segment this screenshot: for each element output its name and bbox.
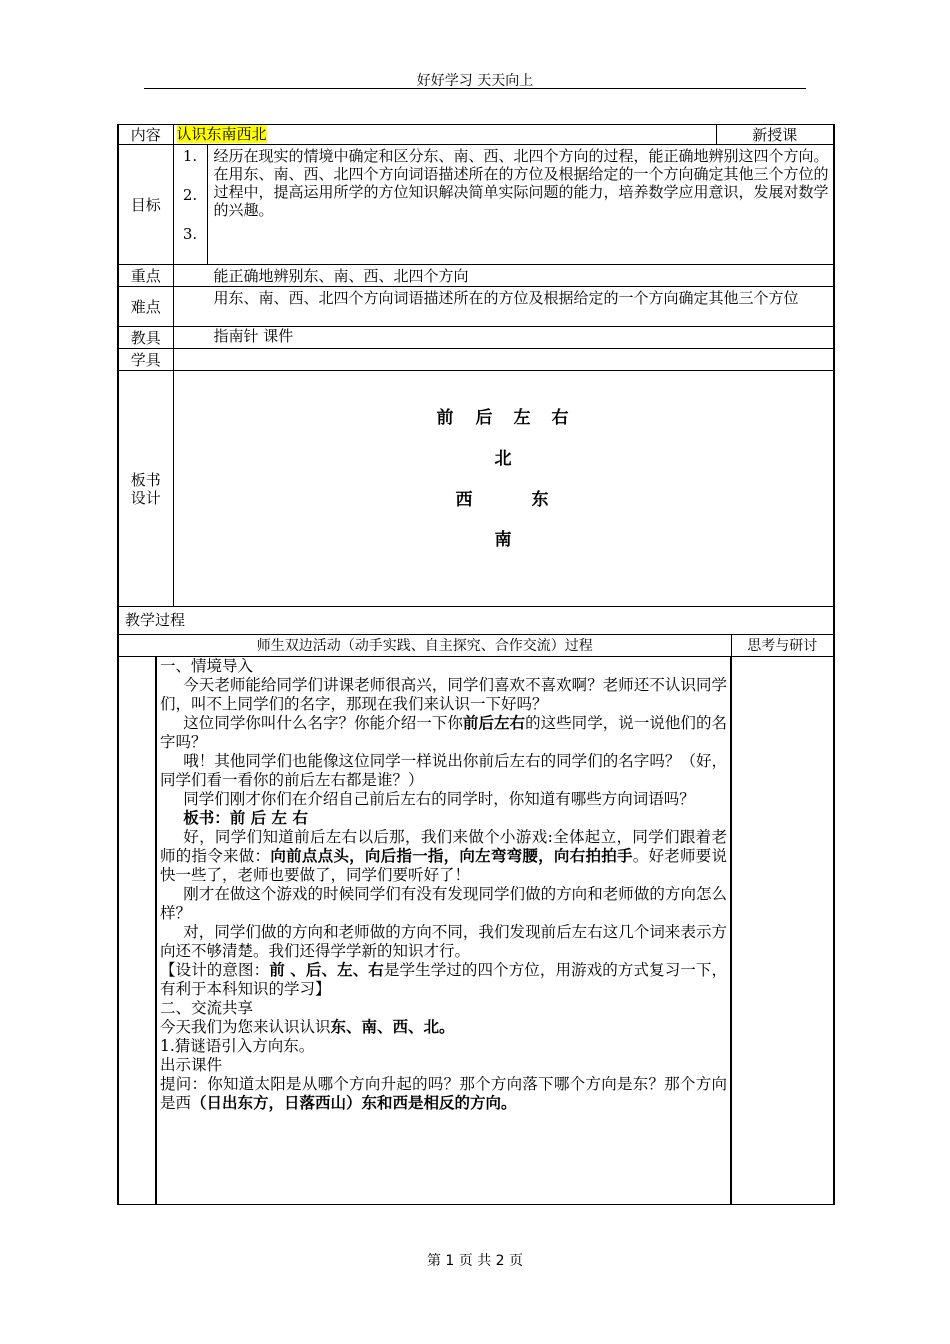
activity-header: 师生双边活动（动手实践、自主探究、合作交流）过程 [118,635,731,657]
goals-row [118,145,834,265]
paragraph: 好，同学们知道前后左右以后那，我们来做个小游戏:全体起立，同学们跟着老师的指令来做：向前点点头，向后指一指，向左弯弯腰，向右拍拍手。好老师要说快一些了，老师也要做了，同学们要听好了！ [160,828,728,884]
content-value: 认识东南西北 [176,125,267,143]
paragraph: 今天老师能给同学们讲课老师很高兴，同学们喜欢不喜欢啊？老师还不认识同学们，叫不上同学们的名字，那现在我们来认识一下好吗？ [160,676,728,713]
difficulty-label: 难点 [118,287,173,327]
difficulty-row [118,287,834,327]
paragraph: 今天我们为您来认识认识东、南、西、北。 [160,1018,455,1036]
lesson-type: 新授课 [716,125,834,145]
paragraph: 哦！其他同学们也能像这位同学一样说出你前后左右的同学们的名字吗？（好，同学们看一看你的前后左右都是谁？） [160,752,728,789]
board-north: 北 [494,449,512,469]
board-east: 东 [531,490,549,510]
board-left: 左 [513,408,531,428]
paragraph: 同学们刚才你们在介绍自己前后左右的同学时，你知道有哪些方向词语吗？ [183,790,695,808]
paragraph: 提问：你知道太阳是从哪个方向升起的吗？那个方向落下哪个方向是东？那个方向是西（日出东方，日落西山）东和西是相反的方向。 [160,1075,728,1112]
lesson-plan-table [117,124,835,1205]
paragraph: 1.猜谜语引入方向东。 [160,1037,315,1055]
goals-label: 目标 [118,145,173,265]
learning-tools-label: 学具 [118,349,173,371]
key-row [118,265,834,287]
section-title: 一、情境导入 [160,657,254,675]
process-title: 教学过程 [118,607,834,635]
goal-texts [207,145,834,265]
paragraph: 出示课件 [160,1056,223,1074]
paragraph: 刚才在做这个游戏的时候同学们有没有发现同学们做的方向和老师做的方向怎么样？ [160,885,728,922]
key-value: 能正确地辨别东、南、西、北四个方向 [173,265,834,287]
goal-number: 2. [182,186,198,204]
learning-tools-row [118,349,834,371]
section-title: 二、交流共享 [160,999,254,1017]
goal-number: 1. [182,147,198,165]
content-value-cell [173,125,716,145]
page-footer: 第 1 页 共 2 页 [426,1253,524,1269]
difficulty-value: 用东、南、西、北四个方向词语描述所在的方位及根据给定的一个方向确定其他三个方位 [173,287,834,327]
page-header: 好好学习 天天向上 [416,73,534,89]
board-right: 右 [551,408,569,428]
goal-text: 经历在现实的情境中确定和区分东、南、西、北四个方向的过程，能正确地辨别这四个方向。 [213,147,829,165]
board-front: 前 [436,408,454,428]
goal-numbers [173,145,207,265]
process-margin [118,657,156,1205]
content-label: 内容 [118,125,173,145]
goal-number: 3. [182,225,198,243]
process-title-row [118,607,834,635]
teaching-tools-value: 指南针 课件 [173,327,834,349]
design-intent: 【设计的意图：前 、后、左、右是学生学过的四个方位，用游戏的方式复习一下，有利于本科知识的学习】 [160,961,728,998]
reflect-content [731,657,834,1205]
process-header-row [118,635,834,657]
goal-text: 在用东、南、西、北四个方向词语描述所在的方位及根据给定的一个方向确定其他三个方位的过程中，提高运用所学的方位知识解决简单实际问题的能力，培养数学应用意识，发展对数学的兴趣。 [213,165,829,219]
reflect-header: 思考与研讨 [731,635,834,657]
content-row [118,125,834,145]
board-note: 板书：前 后 左 右 [183,809,308,827]
paragraph: 对，同学们做的方向和老师做的方向不同，我们发现前后左右这几个词来表示方向还不够清楚。我们还得学学新的知识才行。 [160,923,728,960]
process-body-row [118,657,834,1205]
process-content [156,657,731,1205]
board-back: 后 [475,408,493,428]
board-canvas [174,371,834,605]
teaching-tools-row [118,327,834,349]
key-label: 重点 [118,265,173,287]
board-label [118,371,173,607]
learning-tools-value [173,349,834,371]
paragraph: 这位同学你叫什么名字？你能介绍一下你前后左右的这些同学，说一说他们的名字吗？ [160,714,727,751]
board-row [118,371,834,607]
header-rule [144,88,806,89]
board-design [173,371,834,607]
board-west: 西 [455,490,473,510]
teaching-tools-label: 教具 [118,327,173,349]
board-label-line: 设计 [130,488,161,507]
board-south: 南 [494,530,512,550]
board-label-line: 板书 [130,470,161,489]
